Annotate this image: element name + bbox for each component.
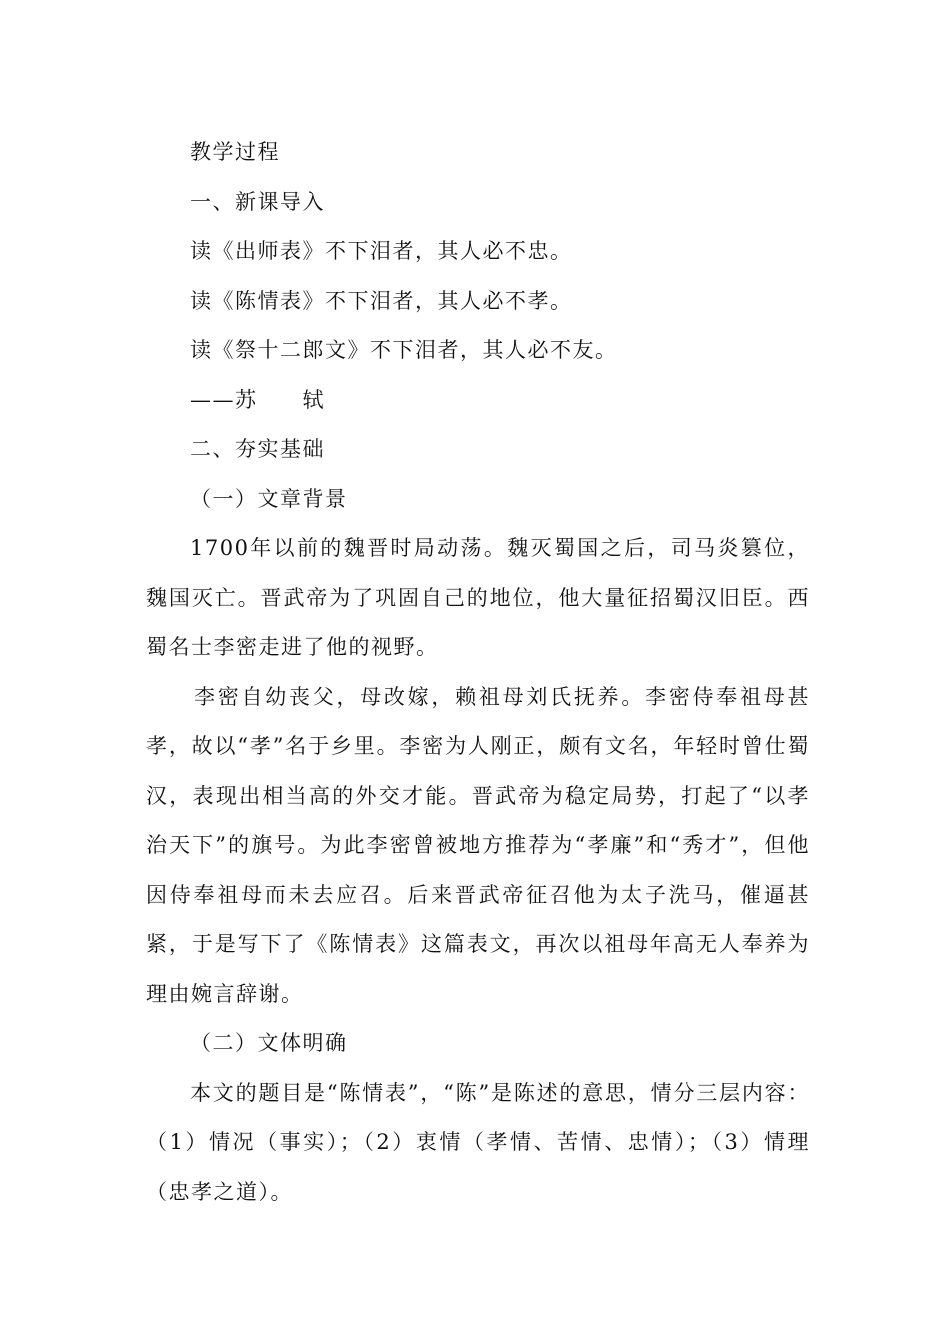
lesson-heading: 教学过程 xyxy=(190,140,280,164)
document-body xyxy=(146,128,810,1217)
quote-attribution: ——苏 轼 xyxy=(190,387,325,412)
genre-paragraph: 本文的题目是“陈情表”，“陈”是陈述的意思，情分三层内容：（1）情况（事实）；（2）衷情（孝情、苦情、忠情）；（3）情理（忠孝之道）。 xyxy=(146,1080,810,1204)
subsection1-title: （一）文章背景 xyxy=(190,486,348,511)
subsection2-title: （二）文体明确 xyxy=(190,1031,348,1055)
quote-line: 读《陈情表》不下泪者，其人必不孝。 xyxy=(190,288,573,313)
background-paragraph-2: 李密自幼丧父，母改嫁，赖祖母刘氏抚养。李密侍奉祖母甚孝，故以“孝”名于乡里。李密为人刚正，颇有文名，年轻时曾仕蜀汉，表现出相当高的外交才能。晋武帝为稳定局势，打起了“以孝治天下”的旗号。为此李密曾被地方推荐为“孝廉”和“秀才”，但他因侍奉祖母而未去应召。后来晋武帝征召他为太子洗马，催逼甚紧，于是写下了《陈情表》这篇表文，再次以祖母年高无人奉养为理由婉言辞谢。 xyxy=(146,684,810,1006)
section1-title: 一、新课导入 xyxy=(190,189,325,214)
section2-title: 二、夯实基础 xyxy=(190,437,325,461)
quote-line: 读《出师表》不下泪者，其人必不忠。 xyxy=(190,239,573,263)
quote-line: 读《祭十二郎文》不下泪者，其人必不友。 xyxy=(190,338,618,362)
background-paragraph-1: 1700年以前的魏晋时局动荡。魏灭蜀国之后，司马炎篡位，魏国灭亡。晋武帝为了巩固自己的地位，他大量征招蜀汉旧臣。西蜀名士李密走进了他的视野。 xyxy=(146,536,810,659)
